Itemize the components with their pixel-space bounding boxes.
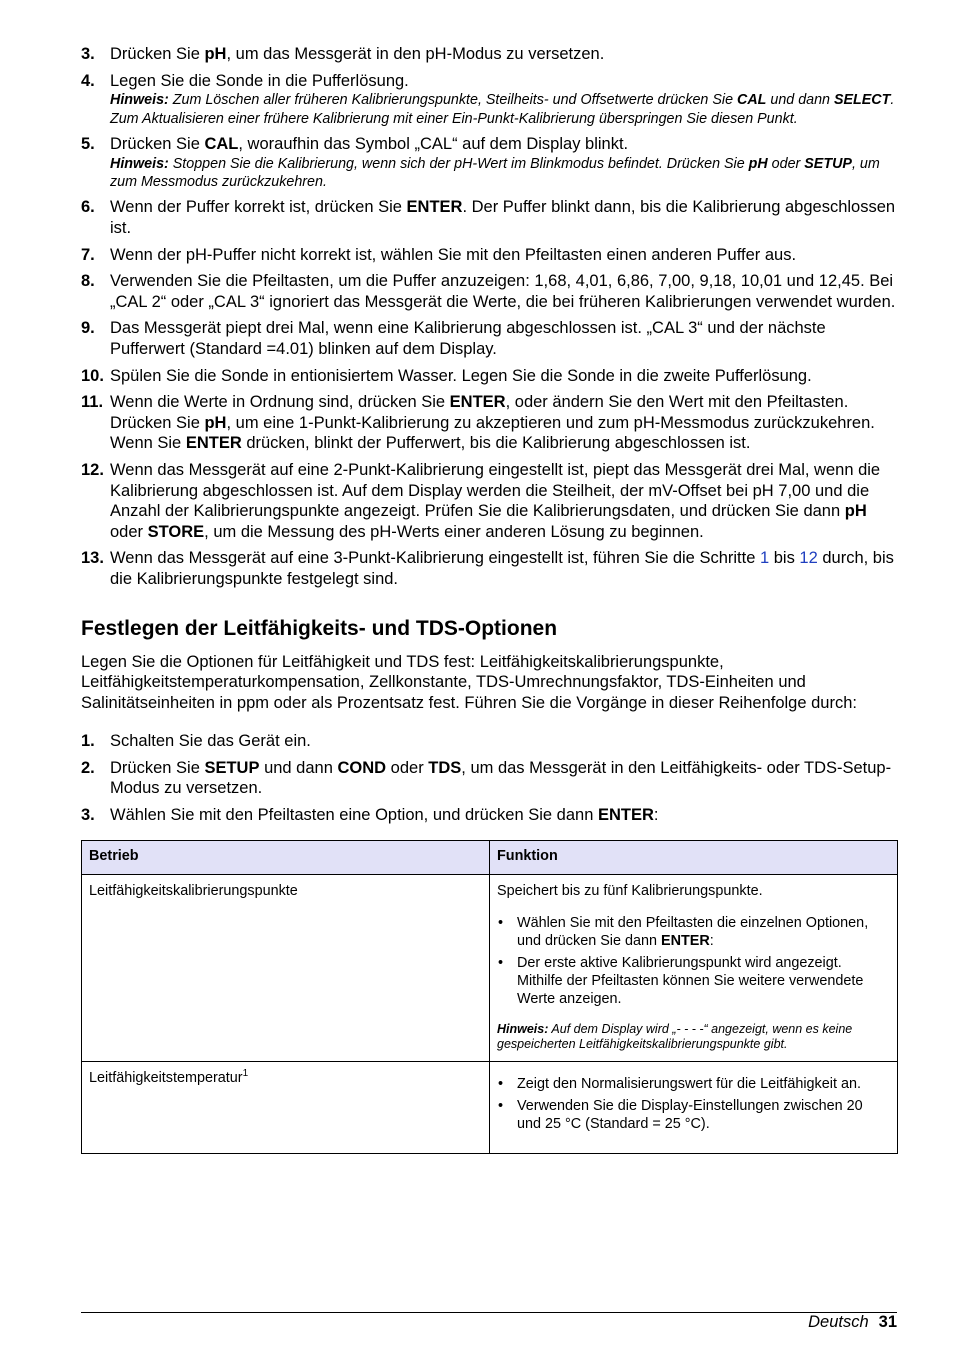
note: Hinweis: Stoppen Sie die Kalibrierung, wenn sich der pH-Wert im Blinkmodus befindet. Drücken Sie pH oder SETUP, um zum Messmodus zurückzukehren. [110, 155, 880, 190]
table-cell-function: Speichert bis zu fünf Kalibrierungspunkte. • Wählen Sie mit den Pfeiltasten die einzelnen Optionen, und drücken Sie dann ENTER: • Der erste aktive Kalibrierungspunkt wird angezeigt. Mithilfe der Pfeiltasten können Sie weitere verwendete Werte anzeigen. Hinweis: Auf dem Display wird „- - - -“ angezeigt, wenn es keine gespeicherten Leitfähigkeitskalibrierungspunkte gibt. [490, 874, 898, 1061]
list-item: 13. Wenn das Messgerät auf eine 3-Punkt-Kalibrierung eingestellt ist, führen Sie die Schritte 1 bis 12 durch, bis die Kalibrierungspunkte festgelegt sind. [81, 549, 894, 588]
options-table [81, 840, 898, 1154]
list-item: 4. Legen Sie die Sonde in die Pufferlösung. Hinweis: Zum Löschen aller früheren Kalibrierungspunkte, Steilheits- und Offsetwerte drücken Sie CAL und dann SELECT. Zum Aktualisieren einer frühere Kalibrierung mit einer Ein-Punkt-Kalibrierung überspringen Sie diesen Punkt. [81, 71, 897, 128]
list-item: 7. Wenn der pH-Puffer nicht korrekt ist, wählen Sie mit den Pfeiltasten einen anderen Puffer aus. [81, 245, 797, 264]
footer-language: Deutsch [808, 1313, 869, 1331]
list-item: 6. Wenn der Puffer korrekt ist, drücken Sie ENTER. Der Puffer blinkt dann, bis die Kalibrierung abgeschlossen ist. [81, 198, 896, 237]
note: Hinweis: Auf dem Display wird „- - - -“ angezeigt, wenn es keine gespeicherten Leitfähigkeitskalibrierungspunkte gibt. [497, 1021, 853, 1052]
list-item: 5. Drücken Sie CAL, woraufhin das Symbol „CAL“ auf dem Display blinkt. Hinweis: Stoppen Sie die Kalibrierung, wenn sich der pH-Wert im Blinkmodus befindet. Drücken Sie pH oder SETUP, um zum Messmodus zurückzukehren. [81, 134, 897, 191]
list-item: 8. Verwenden Sie die Pfeiltasten, um die Puffer anzuzeigen: 1,68, 4,01, 6,86, 7,00, 9,18, 10,01 und 12,45. Bei „CAL 2“ oder „CAL 3“ ignoriert das Messgerät die Werte, die bei früheren Kalibrierungen verwendet wurden. [81, 272, 896, 311]
step-1-link[interactable]: 1 [759, 549, 770, 568]
note: Hinweis: Zum Löschen aller früheren Kalibrierungspunkte, Steilheits- und Offsetwerte drücken Sie CAL und dann SELECT. Zum Aktualisieren einer frühere Kalibrierung mit einer Ein-Punkt-Kalibrierung überspringen Sie diesen Punkt. [110, 92, 895, 127]
document-page [81, 44, 897, 1154]
table-cell-operation: Leitfähigkeitstemperatur$^1$ [82, 1061, 490, 1153]
column-header-funktion: Funktion [490, 840, 898, 874]
table-cell-operation: Leitfähigkeitskalibrierungspunkte [82, 874, 490, 1061]
page-number: 31 [878, 1313, 897, 1331]
list-item: 12. Wenn das Messgerät auf eine 2-Punkt-Kalibrierung eingestellt ist, piept das Messgerät drei Mal, wenn die Kalibrierung abgeschlossen ist. Auf dem Display werden die Steilheit, der mV-Offset bei pH 7,00 und die Anzahl der Kalibrierungspunkte angezeigt. Prüfen Sie die Kalibrierungsdaten, und drücken Sie dann pH oder STORE, um die Messung des pH-Werts einer anderen Lösung zu beginnen. [81, 460, 881, 541]
list-item: • Wählen Sie mit den Pfeiltasten die einzelnen Optionen, und drücken Sie dann ENTER: [497, 914, 890, 950]
list-item: 3. Drücken Sie pH, um das Messgerät in den pH-Modus zu versetzen. [81, 45, 605, 63]
step-12-link[interactable]: 12 [799, 549, 818, 568]
page-footer [808, 1311, 897, 1333]
list-item: • Der erste aktive Kalibrierungspunkt wird angezeigt. Mithilfe der Pfeiltasten können Sie weitere verwendete Werte anzeigen. [497, 954, 890, 1008]
list-item: 9. Das Messgerät piept drei Mal, wenn eine Kalibrierung abgeschlossen ist. „CAL 3“ und der nächste Pufferwert (Standard =4.01) blinken auf dem Display. [81, 319, 826, 358]
table-cell-function [490, 1061, 898, 1153]
list-item: 3. Wählen Sie mit den Pfeiltasten eine Option, und drücken Sie dann ENTER: [81, 806, 659, 825]
column-header-betrieb: Betrieb [82, 840, 490, 874]
ph-calibration-steps [81, 44, 897, 590]
table-row [82, 874, 898, 1061]
footnote-marker: 1 [242, 1067, 249, 1079]
footer-divider [81, 1312, 897, 1313]
list-item: 11. Wenn die Werte in Ordnung sind, drücken Sie ENTER, oder ändern Sie den Wert mit den Pfeiltasten. Drücken Sie pH, um eine 1-Punkt-Kalibrierung zu akzeptieren und zum pH-Messmodus zurückzukehren. Wenn Sie ENTER drücken, blinkt der Pufferwert, bis die Kalibrierung abgeschlossen ist. [81, 393, 875, 453]
list-item: 10. Spülen Sie die Sonde in entionisiertem Wasser. Legen Sie die Sonde in die zweite Pufferlösung. [81, 366, 812, 385]
list-item: 1. Schalten Sie das Gerät ein. [81, 732, 311, 751]
list-item: • Zeigt den Normalisierungswert für die Leitfähigkeit an. [497, 1075, 890, 1093]
table-row [82, 1061, 898, 1153]
section-heading: Festlegen der Leitfähigkeits- und TDS-Optionen [81, 616, 558, 640]
section-intro: Legen Sie die Optionen für Leitfähigkeit und TDS fest: Leitfähigkeitskalibrierungspunkte, Leitfähigkeitstemperaturkompensation, Zellkonstante, TDS-Umrechnungsfaktor, TDS-Einheiten und Salinitätseinheiten in ppm oder als Prozentsatz fest. Führen Sie die Vorgänge in dieser Reihenfolge durch: [81, 652, 857, 712]
list-item: 2. Drücken Sie SETUP und dann COND oder TDS, um das Messgerät in den Leitfähigkeits- oder TDS-Setup-Modus zu versetzen. [81, 758, 892, 798]
cond-setup-steps [81, 731, 897, 825]
list-item: • Verwenden Sie die Display-Einstellungen zwischen 20 und 25 °C (Standard = 25 °C). [497, 1097, 890, 1133]
table-header-row [82, 840, 898, 874]
